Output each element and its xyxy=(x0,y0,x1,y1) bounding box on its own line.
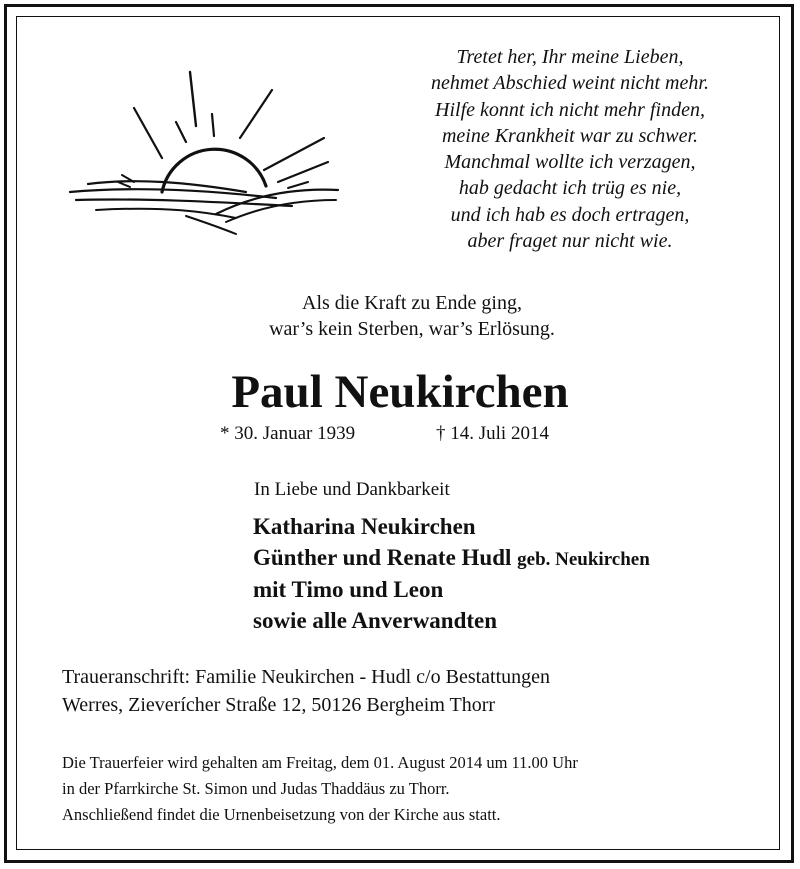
mourners-list xyxy=(253,512,650,636)
poem-line: Manchmal wollte ich verzagen, xyxy=(444,151,696,174)
mourners-intro: In Liebe und Dankbarkeit xyxy=(254,479,450,500)
poem xyxy=(400,44,740,254)
mourning-address xyxy=(62,663,550,719)
mourner-line: sowie alle Anverwandten xyxy=(253,607,498,633)
service-line: in der Pfarrkirche St. Simon und Judas Thaddäus zu Thorr. xyxy=(62,779,450,798)
poem-line: hab gedacht ich trüg es nie, xyxy=(458,177,682,200)
maiden-name-note: geb. Neukirchen xyxy=(517,548,650,570)
mourner-line: Katharina Neukirchen xyxy=(253,514,476,539)
sunset-over-hills-icon xyxy=(66,66,346,242)
service-line: Die Trauerfeier wird gehalten am Freitag, dem 01. August 2014 um 11.00 Uhr xyxy=(62,753,578,772)
death-date: † 14. Juli 2014 xyxy=(436,423,549,444)
service-notice xyxy=(62,750,578,828)
poem-line: aber fraget nur nicht wie. xyxy=(467,230,673,253)
address-line: Werres, Zieverícher Straße 12, 50126 Bergheim Thorr xyxy=(62,694,496,716)
deceased-name: Paul Neukirchen xyxy=(231,366,569,418)
mourner-line: mit Timo und Leon xyxy=(253,577,444,602)
quote-line: war’s kein Sterben, war’s Erlösung. xyxy=(269,318,555,340)
service-line: Anschließend findet die Urnenbeisetzung von der Kirche aus statt. xyxy=(62,805,501,824)
quote-line: Als die Kraft zu Ende ging, xyxy=(302,292,522,314)
poem-line: und ich hab es doch ertragen, xyxy=(450,203,690,226)
poem-line: Tretet her, Ihr meine Lieben, xyxy=(456,46,684,68)
poem-line: Hilfe konnt ich nicht mehr finden, xyxy=(435,98,705,121)
birth-date: * 30. Januar 1939 xyxy=(220,423,356,444)
mourner-line xyxy=(253,543,650,576)
address-line: Traueranschrift: Familie Neukirchen - Hudl c/o Bestattungen xyxy=(62,666,551,688)
poem-line: nehmet Abschied weint nicht mehr. xyxy=(431,72,709,95)
poem-line: meine Krankheit war zu schwer. xyxy=(441,124,699,147)
quote xyxy=(0,290,800,342)
mourner-name: Günther und Renate Hudl xyxy=(253,544,512,570)
